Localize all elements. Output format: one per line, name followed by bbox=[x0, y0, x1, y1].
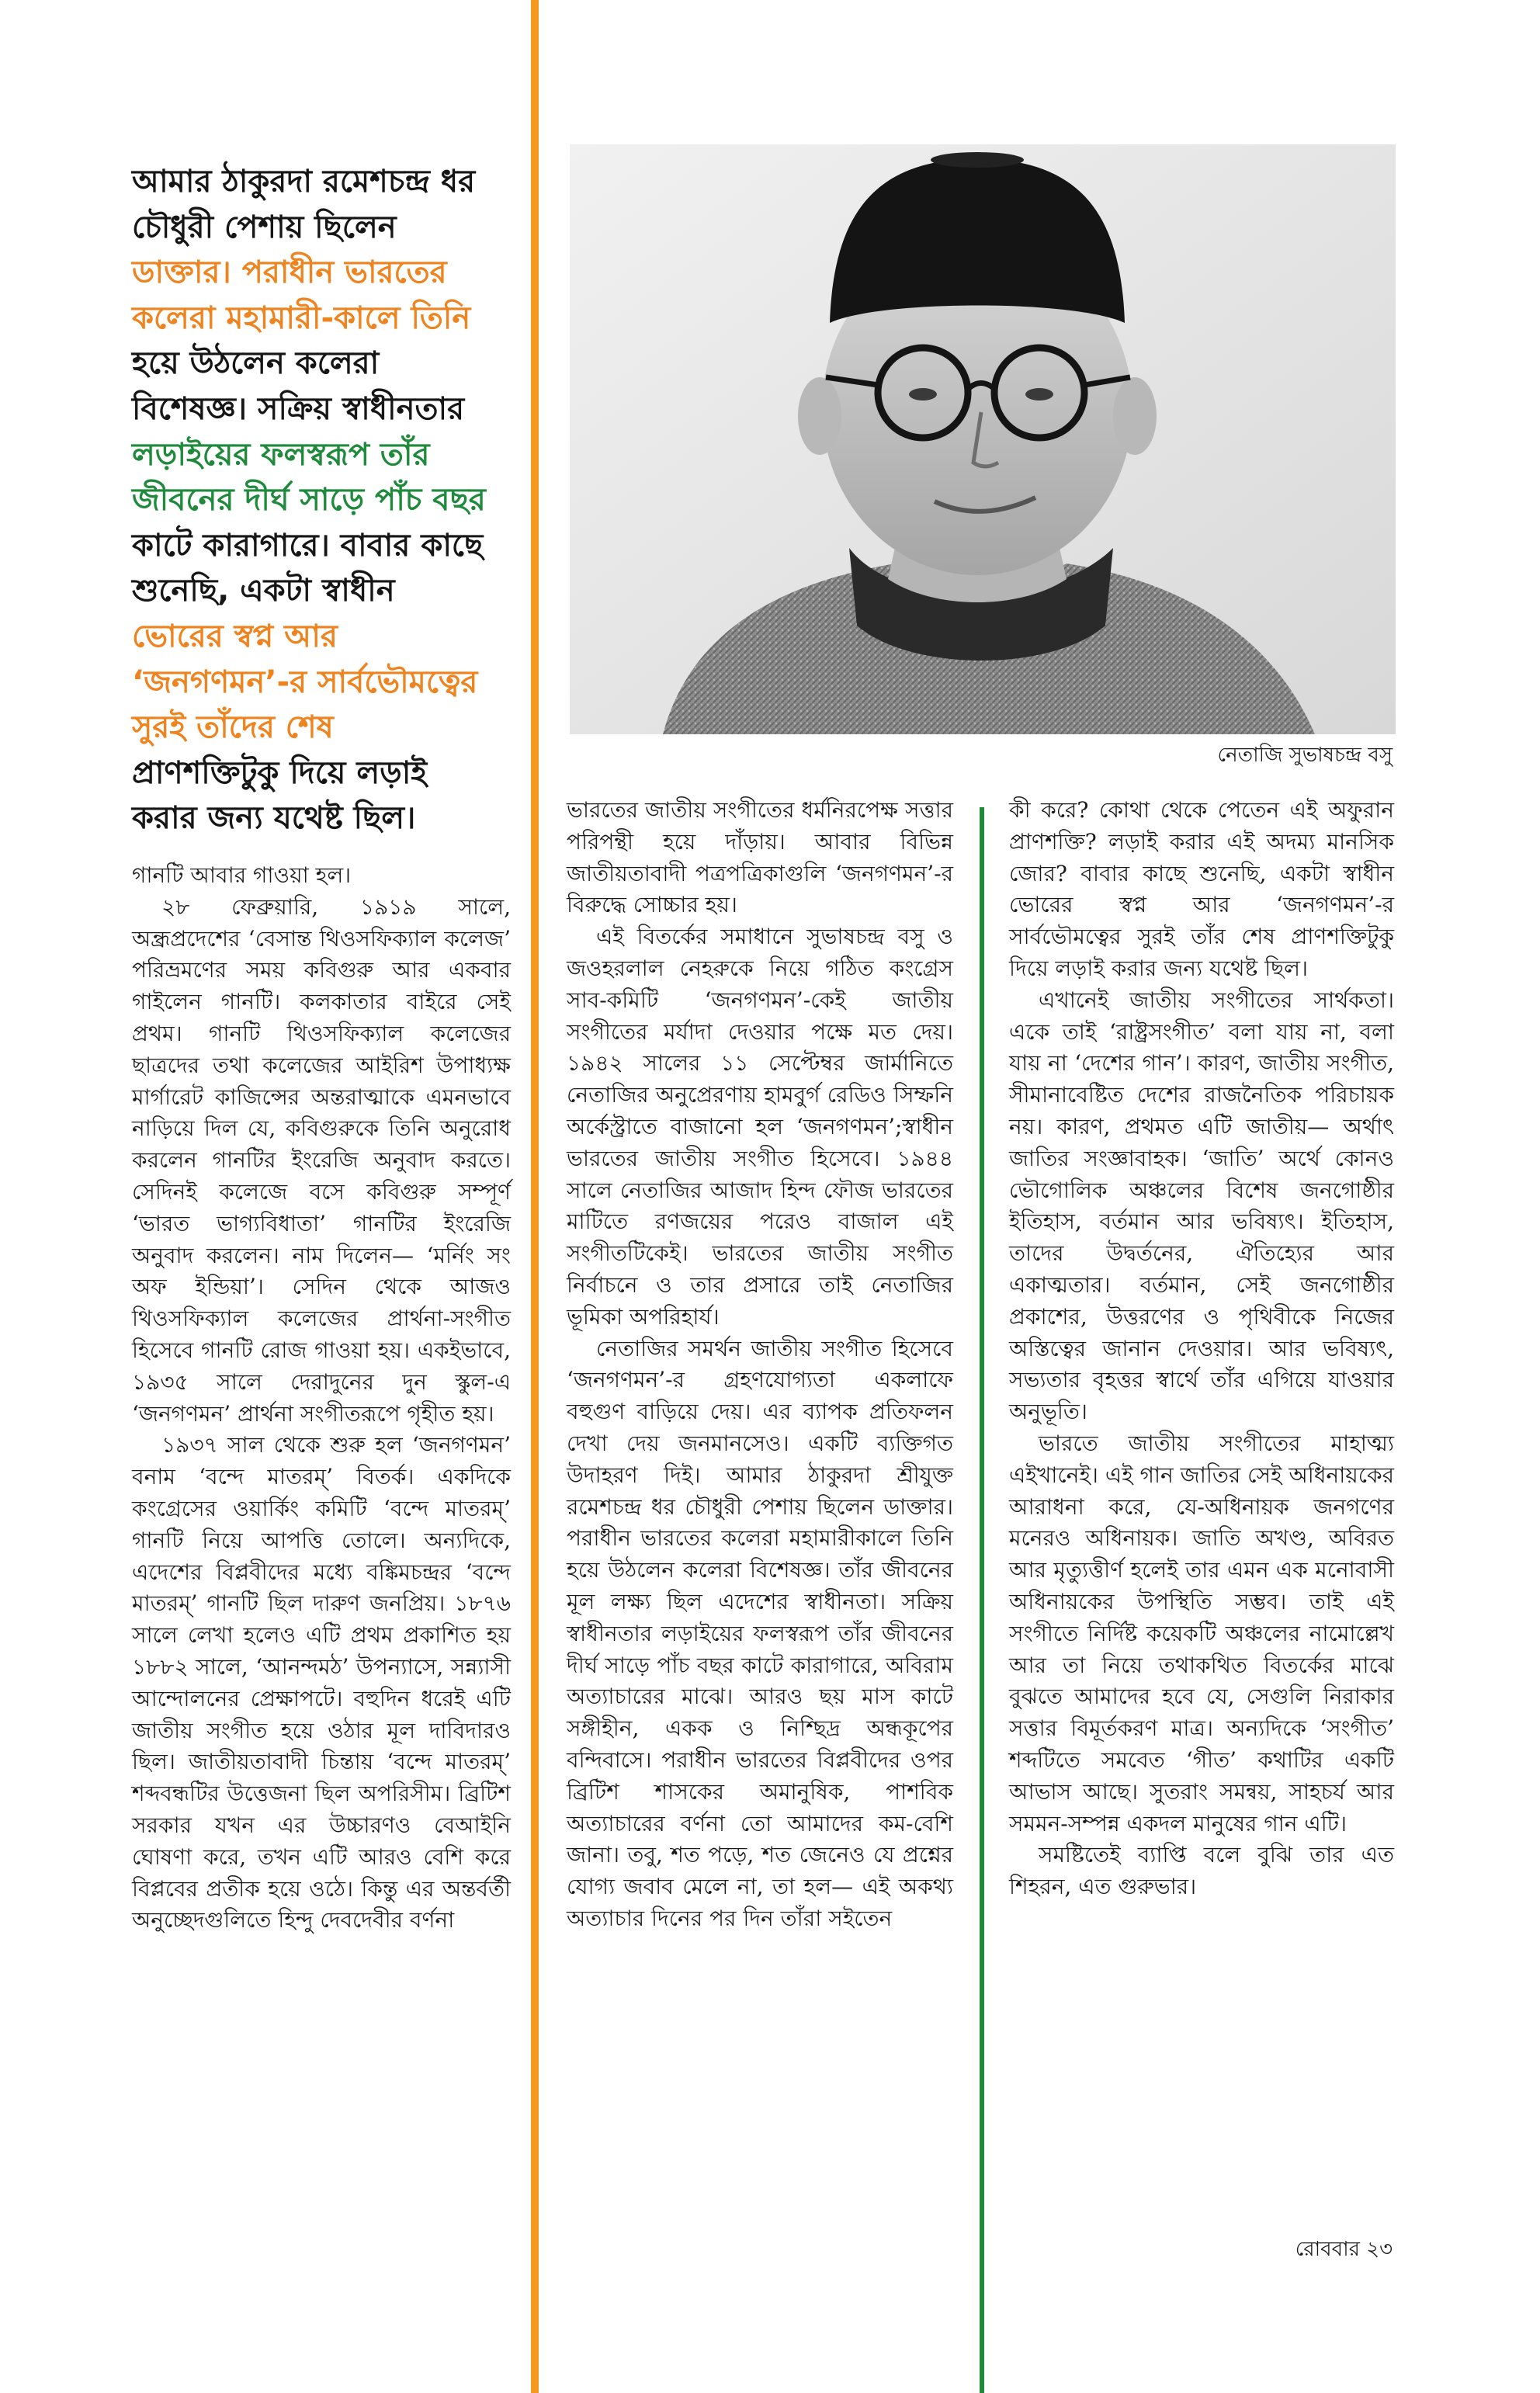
portrait-photo-icon bbox=[570, 144, 1396, 734]
article-paragraph: কী করে? কোথা থেকে পেতেন এই অফুরান প্রাণশক্তি? লড়াই করার এই অদম্য মানসিক জোর? বাবার কাছে শুনেছি, একটা স্বাধীন ভোরের স্বপ্ন আর ‘জনগণমন’-র সার্বভৌমত্বের সুরই তাঁর শেষ প্রাণশক্তিটুকু দিয়ে লড়াই করার জন্য যথেষ্ট ছিল। bbox=[1009, 797, 1394, 981]
green-divider-rule bbox=[980, 807, 984, 2393]
article-paragraph: ভারতে জাতীয় সংগীতের মাহাত্ম্য এইখানেই। এই গান জাতির সেই অধিনায়কের আরাধনা করে, যে-অধিনায়ক জনগণের মনেরও অধিনায়ক। জাতি অখণ্ড, অবিরত আর মৃত্যুত্তীর্ণ হলেই তার এমন এক মনোবাসী অধিনায়কের উপস্থিতি সম্ভব। তাই এই সংগীতে নির্দিষ্ট কয়েকটি অঞ্চলের নামোল্লেখ আর তা নিয়ে তথাকথিত বিতর্কের মাঝে বুঝতে আমাদের হবে যে, সেগুলি নিরাকার সত্তার বিমূর্তকরণ মাত্র। অন্যদিকে ‘সংগীত’ শব্দটিতে সমবেত ‘গীত’ কথাটির একটি আভাস আছে। সুতরাং সমন্বয়, সাহচর্য আর সমমন-সম্পন্ন একদল মানুষের গান এটি। bbox=[1009, 1430, 1394, 1836]
article-paragraph: এই বিতর্কের সমাধানে সুভাষচন্দ্র বসু ও জওহরলাল নেহরুকে নিয়ে গঠিত কংগ্রেস সাব-কমিটি ‘জনগণমন’-কেই জাতীয় সংগীতের মর্যাদা দেওয়ার পক্ষে মত দেয়। ১৯৪২ সালের ১১ সেপ্টেম্বর জার্মানিতে নেতাজির অনুপ্রেরণায় হামবুর্গ রেডিও সিম্ফনি অর্কেস্ট্রাতে বাজানো হল ‘জনগণমন’;স্বাধীন ভারতের জাতীয় সংগীত হিসেবে। ১৯৪৪ সালে নেতাজির আজাদ হিন্দ ফৌজ ভারতের মাটিতে রণজয়ের পরেও বাজাল এই সংগীতটিকেই। ভারতের জাতীয় সংগীত নির্বাচনে ও তার প্রসারে তাই নেতাজির ভূমিকা অপরিহার্য। bbox=[567, 924, 953, 1330]
pull-quote bbox=[132, 159, 520, 841]
orange-divider-rule bbox=[531, 0, 539, 2393]
pull-quote-line: শুনেছি, একটা স্বাধীন bbox=[132, 573, 395, 609]
pull-quote-line: করার জন্য যথেষ্ট ছিল। bbox=[132, 800, 416, 837]
pull-quote-line: বিশেষজ্ঞ। সক্রিয় স্বাধীনতার bbox=[132, 390, 465, 427]
photo-caption: নেতাজি সুভাষচন্দ্র বসু bbox=[1217, 744, 1393, 767]
portrait-illustration bbox=[570, 144, 1396, 734]
pull-quote-line: সুরই তাঁদের শেষ bbox=[132, 709, 334, 746]
article-paragraph: এখানেই জাতীয় সংগীতের সার্থকতা। একে তাই ‘রাষ্ট্রসংগীত’ বলা যায় না, বলা যায় না ‘দেশের গান’। কারণ, জাতীয় সংগীত, সীমানাবেষ্টিত দেশের রাজনৈতিক পরিচায়ক নয়। কারণ, প্রথমত এটি জাতীয়— অর্থাৎ জাতির সংজ্ঞাবাহক। ‘জাতি’ অর্থে কোনও ভৌগোলিক অঞ্চলের বিশেষ জনগোষ্ঠীর ইতিহাস, বর্তমান আর ভবিষ্যৎ। ইতিহাস, তাদের উদ্বর্তনের, ঐতিহ্যের আর একাত্মতার। বর্তমান, সেই জনগোষ্ঠীর প্রকাশের, উত্তরণের ও পৃথিবীকে নিজের অস্তিত্বের জানান দেওয়ার। আর ভবিষ্যৎ, সভ্যতার বৃহত্তর স্বার্থে তাঁর এগিয়ে যাওয়ার অনুভূতি। bbox=[1009, 987, 1394, 1425]
pull-quote-line: জীবনের দীর্ঘ সাড়ে পাঁচ বছর bbox=[132, 482, 486, 518]
article-paragraph: ভারতের জাতীয় সংগীতের ধর্মনিরপেক্ষ সত্তার পরিপন্থী হয়ে দাঁড়ায়। আবার বিভিন্ন জাতীয়তাবাদী পত্রপত্রিকাগুলি ‘জনগণমন’-র বিরুদ্ধে সোচ্চার হয়। bbox=[567, 797, 953, 918]
pull-quote-line: কলেরা মহামারী-কালে তিনি bbox=[132, 300, 471, 336]
pull-quote-line: প্রাণশক্তিটুকু দিয়ে লড়াই bbox=[132, 754, 428, 791]
pull-quote-line: লড়াইয়ের ফলস্বরূপ তাঁর bbox=[132, 436, 430, 473]
article-paragraph: সমষ্টিতেই ব্যাপ্তি বলে বুঝি তার এত শিহরন, এত গুরুভার। bbox=[1009, 1842, 1394, 1900]
pull-quote-line: আমার ঠাকুরদা রমেশচন্দ্র ধর bbox=[132, 164, 476, 199]
article-column-3 bbox=[1009, 795, 1394, 1903]
article-paragraph: ২৮ ফেব্রুয়ারি, ১৯১৯ সালে, অন্ধ্রপ্রদেশের ‘বেসান্ত থিওসফিক্যাল কলেজ’ পরিভ্রমণের সময় কবিগুরু আর একবার গাইলেন গানটি। কলকাতার বাইরে সেই প্রথম। গানটি থিওসফিক্যাল কলেজের ছাত্রদের তথা কলেজের আইরিশ উপাধ্যক্ষ মার্গারেট কাজিন্সের অন্তরাত্মাকে এমনভাবে নাড়িয়ে দিল যে, কবিগুরুকে তিনি অনুরোধ করলেন গানটির ইংরেজি অনুবাদ করতে। সেদিনই কলেজে বসে কবিগুরু সম্পূর্ণ ‘ভারত ভাগ্যবিধাতা’ গানটির ইংরেজি অনুবাদ করলেন। নাম দিলেন— ‘মর্নিং সং অফ ইন্ডিয়া’। সেদিন থেকে আজও থিওসফিক্যাল কলেজের প্রার্থনা-সংগীত হিসেবে গানটি রোজ গাওয়া হয়। একইভাবে, ১৯৩৫ সালে দেরাদুনের দুন স্কুল-এ ‘জনগণমন’ প্রার্থনা সংগীতরূপে গৃহীত হয়। bbox=[132, 893, 511, 1427]
page-footer: রোববার ২৩ bbox=[1295, 2238, 1393, 2261]
article-paragraph: গানটি আবার গাওয়া হল। bbox=[132, 862, 352, 888]
pull-quote-line: কাটে কারাগারে। বাবার কাছে bbox=[132, 527, 484, 564]
pull-quote-line: ‘জনগণমন’-র সার্বভৌমত্বের bbox=[132, 664, 478, 700]
article-paragraph: নেতাজির সমর্থন জাতীয় সংগীত হিসেবে ‘জনগণমন’-র গ্রহণযোগ্যতা একলাফে বহুগুণ বাড়িয়ে দেয়। এর ব্যাপক প্রতিফলন দেখা দেয় জনমানসেও। একটি ব্যক্তিগত উদাহরণ দিই। আমার ঠাকুরদা শ্রীযুক্ত রমেশচন্দ্র ধর চৌধুরী পেশায় ছিলেন ডাক্তার। পরাধীন ভারতের কলেরা মহামারীকালে তিনি হয়ে উঠলেন কলেরা বিশেষজ্ঞ। তাঁর জীবনের মূল লক্ষ্য ছিল এদেশের স্বাধীনতা। সক্রিয় স্বাধীনতার লড়াইয়ের ফলস্বরূপ তাঁর জীবনের দীর্ঘ সাড়ে পাঁচ বছর কাটে কারাগারে, অবিরাম অত্যাচারের মাঝে। আরও ছয় মাস কাটে সঙ্গীহীন, একক ও নিশ্ছিদ্র অন্ধকূপের বন্দিবাসে। পরাধীন ভারতের বিপ্লবীদের ওপর ব্রিটিশ শাসকের অমানুষিক, পাশবিক অত্যাচারের বর্ণনা তো আমাদের কম-বেশি জানা। তবু, শত পড়ে, শত জেনেও যে প্রশ্নের যোগ্য জবাব মেলে না, তা হল— এই অকথ্য অত্যাচার দিনের পর দিন তাঁরা সইতেন bbox=[567, 1335, 953, 1931]
article-paragraph: ১৯৩৭ সাল থেকে শুরু হল ‘জনগণমন’ বনাম ‘বন্দে মাতরম্’ বিতর্ক। একদিকে কংগ্রেসের ওয়ার্কিং কমিটি ‘বন্দে মাতরম্’ গানটি নিয়ে আপত্তি তোলে। অন্যদিকে, এদেশের বিপ্লবীদের মধ্যে বঙ্কিমচন্দ্রর ‘বন্দে মাতরম্’ গানটি ছিল দারুণ জনপ্রিয়। ১৮৭৬ সালে লেখা হলেও এটি প্রথম প্রকাশিত হয় ১৮৮২ সালে, ‘আনন্দমঠ’ উপন্যাসে, সন্ন্যাসী আন্দোলনের প্রেক্ষাপটে। বহুদিন ধরেই এটি জাতীয় সংগীত হয়ে ওঠার মূল দাবিদারও ছিল। জাতীয়তাবাদী চিন্তায় ‘বন্দে মাতরম্’ শব্দবন্ধটির উত্তেজনা ছিল অপরিসীম। ব্রিটিশ সরকার যখন এর উচ্চারণও বেআইনি ঘোষণা করে, তখন এটি আরও বেশি করে বিপ্লবের প্রতীক হয়ে ওঠে। কিন্তু এর অন্তর্বর্তী অনুচ্ছেদগুলিতে হিন্দু দেবদেবীর বর্ণনা bbox=[132, 1432, 511, 1933]
pull-quote-line: চৌধুরী পেশায় ছিলেন bbox=[132, 209, 397, 245]
pull-quote-line: ভোরের স্বপ্ন আর bbox=[132, 618, 338, 654]
article-column-1 bbox=[132, 860, 511, 1937]
pull-quote-line: ডাক্তার। পরাধীন ভারতের bbox=[132, 255, 447, 291]
article-column-2 bbox=[567, 795, 953, 1935]
pull-quote-line: হয়ে উঠলেন কলেরা bbox=[132, 345, 380, 382]
